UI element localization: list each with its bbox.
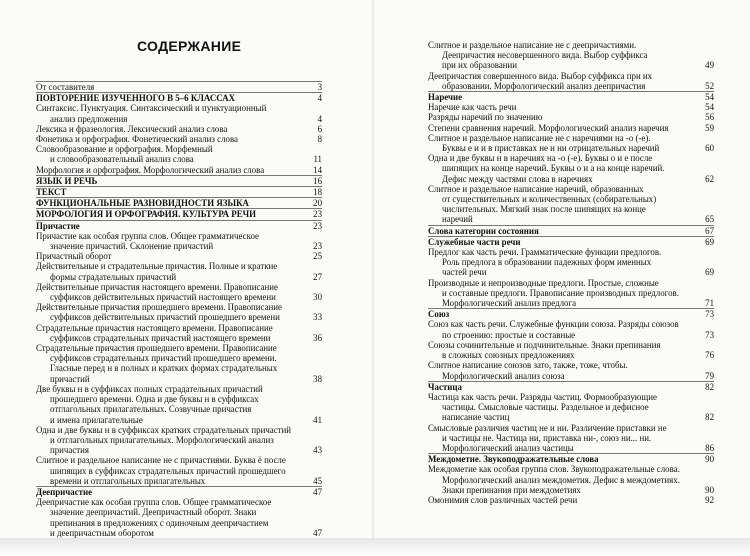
toc-page-number: 3 (317, 82, 322, 92)
toc-entry-text (36, 487, 308, 497)
toc-entry (36, 384, 322, 425)
toc-entry-text (36, 93, 308, 103)
toc-entry-line: Разряды наречий по значению (428, 112, 543, 123)
toc-entry-text (36, 425, 308, 456)
toc-entry (36, 208, 322, 219)
toc-page-number: 73 (705, 309, 714, 320)
toc-entry-line: суффиксов страдательных причастий настоящего времени (50, 332, 271, 343)
toc-entry-text (428, 454, 700, 464)
toc-entry (428, 225, 714, 236)
toc-right-column (428, 40, 714, 505)
page-shadow (0, 538, 750, 556)
toc-entry-line: Причастный оборот (36, 251, 112, 262)
toc-entry-text (428, 102, 700, 112)
toc-entry (428, 464, 714, 495)
toc-page-number: 18 (313, 187, 322, 198)
toc-entry (428, 102, 714, 112)
toc-entry-line: Одна и две буквы н в наречиях на -о (-е). Буквы о и е после (428, 153, 653, 164)
toc-entry (36, 455, 322, 486)
toc-entry-line: Причастие как особая группа слов. Общее грамматическое (36, 230, 259, 241)
toc-entry-text (428, 237, 700, 247)
toc-entry-line: причастий (50, 373, 90, 384)
toc-entry (428, 91, 714, 102)
toc-entry-line: ФУНКЦИОНАЛЬНЫЕ РАЗНОВИДНОСТИ ЯЗЫКА (36, 198, 249, 209)
toc-entry-line: Смысловые различия частиц не и ни. Различение приставки не (428, 422, 667, 433)
toc-page-number: 67 (705, 225, 714, 236)
toc-page-number: 23 (313, 209, 322, 220)
toc-entry (428, 453, 714, 464)
toc-entry-line: суффиксов действительных причастий настоящего времени (50, 292, 276, 303)
toc-page-number: 45 (313, 475, 322, 486)
toc-page-number: 49 (705, 60, 714, 71)
toc-entry (428, 133, 714, 153)
toc-entry-line: Слитное и раздельное написание не с причастиями. Буква ё после (36, 455, 286, 466)
toc-entry-text (428, 92, 700, 102)
toc-entry (36, 425, 322, 456)
toc-entry-text (428, 226, 700, 236)
toc-entry-line: при их образовании (442, 60, 518, 71)
toc-entry (36, 81, 322, 92)
toc-page-number: 60 (705, 143, 714, 154)
toc-entry-text (36, 282, 308, 302)
toc-entry (428, 40, 714, 71)
toc-entry-line: Гласные перед н в полных и кратких формах страдательных (50, 363, 278, 374)
toc-entry (428, 423, 714, 454)
toc-entry-line: по строению: простые и составные (442, 329, 576, 340)
toc-entry-line: формы страдательных причастий (50, 271, 177, 282)
toc-entry-text (428, 340, 700, 360)
toc-entry-text (428, 495, 700, 505)
toc-entry-line: шипящих на конце наречий. Буквы о и а на конце наречий. (442, 163, 665, 174)
toc-page-number: 38 (313, 373, 322, 384)
toc-entry-line: от существительных и количественных (собирательных) (442, 194, 657, 205)
toc-entry (36, 103, 322, 123)
page-title: СОДЕРЖАНИЕ (137, 38, 242, 54)
toc-entry-line: Междометие. Звукоподражательные слова (428, 454, 599, 465)
toc-page-number: 4 (317, 113, 322, 124)
toc-entry-line: Деепричастия совершенного вида. Выбор суффикса при их (428, 70, 653, 81)
toc-entry-text (36, 187, 308, 197)
toc-entry (428, 340, 714, 360)
toc-entry (36, 231, 322, 251)
toc-page-number: 8 (317, 134, 322, 145)
toc-entry-text (36, 144, 308, 164)
toc-entry-text (428, 278, 700, 309)
toc-entry-text (36, 165, 308, 175)
toc-entry-line: частей речи (442, 267, 487, 278)
toc-entry (36, 282, 322, 302)
toc-entry (36, 497, 322, 538)
toc-entry-text (428, 382, 700, 392)
toc-entry-line: Союз (428, 309, 450, 320)
toc-entry-text (36, 198, 308, 208)
toc-page-number: 73 (705, 329, 714, 340)
toc-entry-text (428, 309, 700, 319)
toc-entry (428, 236, 714, 247)
toc-entry-line: и имена прилагательные (50, 414, 143, 425)
left-page (0, 0, 375, 538)
toc-entry-text (36, 384, 308, 425)
toc-page-number: 11 (313, 154, 322, 165)
toc-entry-line: Морфологический анализ предлога (442, 298, 577, 309)
toc-page-number: 90 (705, 484, 714, 495)
toc-entry-line: и деепричастным оборотом (50, 527, 154, 538)
toc-entry-text (36, 209, 308, 219)
toc-entry-line: анализ предложения (50, 113, 128, 124)
toc-entry-line: Морфологический анализ междометия. Дефис в междометиях. (442, 474, 680, 485)
toc-entry-line: и частицы не. Частица ни, приставка ни-, союз ни... ни. (442, 432, 652, 443)
toc-entry-line: ПОВТОРЕНИЕ ИЗУЧЕННОГО В 5–6 КЛАССАХ (36, 93, 236, 104)
toc-entry-line: Морфологический анализ частицы (442, 442, 574, 453)
toc-entry-line: числительных. Мягкий знак после шипящих на конце (442, 204, 646, 215)
toc-page-number: 56 (705, 112, 714, 123)
toc-entry (428, 184, 714, 225)
toc-page-number: 82 (705, 412, 714, 423)
toc-entry-text (36, 176, 308, 186)
toc-entry (36, 92, 322, 103)
toc-page-number: 92 (705, 494, 714, 505)
toc-entry-line: Слитное написание союзов зато, также, тоже, чтобы. (428, 360, 628, 371)
toc-entry-text (428, 184, 700, 225)
toc-entry-line: образовании. Морфологический анализ деепричастия (442, 80, 646, 91)
toc-entry-line: Частица как часть речи. Разряды частиц. Формообразующие (428, 391, 657, 402)
toc-page-number: 52 (705, 80, 714, 91)
toc-entry-line: Страдательные причастия прошедшего времени. Правописание (36, 343, 277, 354)
toc-entry-line: Предлог как часть речи. Грамматические функции предлогов. (428, 247, 662, 258)
toc-page-number: 54 (705, 102, 714, 113)
toc-entry-line: ТЕКСТ (36, 187, 67, 198)
toc-page-number: 71 (705, 298, 714, 309)
toc-entry-line: частицы. Смысловые частицы. Раздельное и дефисное (442, 402, 649, 413)
toc-entry-line: и составные предлоги. Правописание производных предлогов. (442, 287, 679, 298)
toc-page-number: 76 (705, 350, 714, 361)
toc-entry-text (428, 40, 700, 71)
toc-entry-text (36, 124, 308, 134)
toc-entry-line: написание частиц (442, 412, 510, 423)
toc-page-number: 69 (705, 267, 714, 278)
toc-entry-line: препинания в предложениях с одиночным деепричастием (50, 517, 269, 528)
toc-entry-line: времени и отглагольных прилагательных (50, 475, 206, 486)
toc-entry (428, 278, 714, 309)
toc-entry-line: Знаки препинания при междометиях (442, 484, 581, 495)
toc-page-number: 47 (313, 486, 322, 497)
toc-entry-text (428, 153, 700, 184)
toc-entry-line: Омонимия слов различных частей речи (428, 494, 578, 505)
right-page (375, 0, 750, 538)
toc-page-number: 23 (313, 220, 322, 231)
toc-entry-line: Действительные причастия настоящего времени. Правописание (36, 281, 278, 292)
toc-entry-line: Буквы е и и в приставках не и ни отрицательных наречий (442, 143, 660, 154)
toc-entry-line: Деепричастие (36, 486, 93, 497)
toc-entry-line: Лексика и фразеология. Лексический анализ слова (36, 123, 228, 134)
toc-page-number: 65 (705, 214, 714, 225)
toc-entry-text (428, 71, 700, 91)
toc-page-number: 41 (313, 414, 322, 425)
toc-entry (36, 302, 322, 322)
toc-page-number: 82 (705, 381, 714, 392)
toc-entry-line: причастия (50, 445, 89, 456)
toc-page-number: 36 (313, 332, 322, 343)
toc-entry-line: в сложных союзных предложениях (442, 350, 575, 361)
toc-entry-line: Две буквы н в суффиксах полных страдательных причастий (36, 383, 263, 394)
toc-entry (36, 175, 322, 186)
toc-entry-text (428, 133, 700, 153)
toc-entry-line: Одна и две буквы н в суффиксах кратких страдательных причастий (36, 424, 292, 435)
toc-entry (36, 251, 322, 261)
toc-entry-text (428, 123, 700, 133)
toc-entry-text (36, 82, 308, 92)
toc-entry-line: наречий (442, 214, 473, 225)
toc-entry-line: Союз как часть речи. Служебные функции союза. Разряды союзов (428, 319, 679, 330)
toc-entry (36, 144, 322, 164)
toc-entry (428, 153, 714, 184)
toc-entry (36, 486, 322, 497)
toc-entry (428, 495, 714, 505)
toc-entry-text (428, 464, 700, 495)
toc-entry-line: Словообразование и орфография. Морфемный (36, 144, 213, 155)
toc-entry-line: Служебные части речи (428, 236, 521, 247)
toc-page-number: 14 (313, 164, 322, 175)
toc-page-number: 6 (317, 123, 322, 134)
toc-page-number: 16 (313, 175, 322, 186)
toc-entry (36, 186, 322, 197)
toc-entry (428, 392, 714, 423)
toc-entry (428, 123, 714, 133)
toc-page-number: 27 (313, 271, 322, 282)
toc-entry-text (36, 323, 308, 343)
toc-entry-line: Деепричастия несовершенного вида. Выбор суффикса (442, 50, 648, 61)
toc-entry-line: Действительные причастия прошедшего времени. Правописание (36, 302, 282, 313)
toc-page-number: 79 (705, 370, 714, 381)
toc-entry-text (36, 261, 308, 281)
toc-entry (36, 220, 322, 231)
toc-entry-line: Слова категории состояния (428, 225, 539, 236)
toc-entry-line: шипящих в суффиксах страдательных причастий прошедшего (50, 465, 286, 476)
toc-entry (36, 323, 322, 343)
toc-entry (428, 112, 714, 122)
toc-entry-text (36, 221, 308, 231)
toc-entry-line: Частица (428, 381, 462, 392)
toc-entry (428, 319, 714, 339)
toc-entry-line: Наречие (428, 92, 463, 103)
toc-entry-text (36, 302, 308, 322)
toc-entry-text (36, 497, 308, 538)
toc-entry-line: Роль предлога в образовании падежных форм именных (442, 257, 652, 268)
toc-entry-text (36, 343, 308, 384)
toc-entry (428, 247, 714, 278)
toc-entry (36, 165, 322, 175)
toc-page-number: 47 (313, 527, 322, 538)
toc-page-number: 62 (705, 173, 714, 184)
toc-entry (36, 197, 322, 208)
toc-entry-text (428, 360, 700, 380)
toc-entry-text (36, 455, 308, 486)
toc-page-number: 4 (317, 93, 322, 104)
toc-entry (428, 71, 714, 91)
toc-entry-text (428, 247, 700, 278)
toc-entry-line: Междометие как особая группа слов. Звукоподражательные слова. (428, 464, 680, 475)
toc-entry (428, 308, 714, 319)
toc-entry-text (36, 103, 308, 123)
toc-entry (36, 261, 322, 281)
toc-entry-text (428, 319, 700, 339)
toc-entry-line: и словообразовательный анализ слова (50, 154, 194, 165)
toc-entry-line: значение причастий. Склонение причастий (50, 241, 214, 252)
toc-entry-line: суффиксов страдательных причастий прошедшего времени. (50, 353, 277, 364)
toc-page-number: 33 (313, 312, 322, 323)
toc-page-number: 54 (705, 92, 714, 103)
toc-page-number: 69 (705, 236, 714, 247)
toc-entry-line: МОРФОЛОГИЯ И ОРФОГРАФИЯ. КУЛЬТУРА РЕЧИ (36, 209, 257, 220)
toc-entry-line: Дефис между частями слова в наречиях (442, 173, 593, 184)
toc-entry-text (428, 112, 700, 122)
toc-entry-line: Морфология и орфография. Морфологический анализ слова (36, 164, 265, 175)
toc-entry-line: Морфологический анализ союза (442, 370, 565, 381)
toc-entry-line: Фонетика и орфография. Фонетический анализ слова (36, 134, 238, 145)
toc-entry (36, 124, 322, 134)
toc-entry-text (428, 423, 700, 454)
toc-page-number: 23 (313, 241, 322, 252)
toc-entry-line: значение деепричастий. Деепричастный оборот. Знаки (50, 507, 257, 518)
toc-left-column (36, 81, 322, 538)
toc-entry-line: Слитное и раздельное написание не с наречиями на -о (-е). (428, 132, 651, 143)
toc-entry-line: Наречие как часть речи (428, 102, 517, 113)
toc-entry-text (36, 251, 308, 261)
toc-entry-text (428, 392, 700, 423)
toc-page-number: 20 (313, 198, 322, 209)
toc-entry-line: ЯЗЫК И РЕЧЬ (36, 175, 98, 186)
toc-entry-text (36, 231, 308, 251)
toc-page-number: 43 (313, 445, 322, 456)
toc-page-number: 30 (313, 292, 322, 303)
toc-entry-line: и отглагольных прилагательных. Морфологический анализ (50, 434, 274, 445)
toc-page-number: 90 (705, 454, 714, 465)
toc-entry-line: суффиксов действительных причастий прошедшего времени (50, 312, 280, 323)
toc-entry-line: Деепричастие как особая группа слов. Общее грамматическое (36, 497, 272, 508)
toc-entry-line: Слитное и раздельное написание не с деепричастиями. (428, 40, 637, 50)
toc-entry-line: Причастие (36, 220, 80, 231)
toc-entry-line: прошедшего времени. Одна и две буквы н в суффиксах (50, 394, 259, 405)
toc-entry-line: Союзы сочинительные и подчинительные. Знаки препинания (428, 339, 661, 350)
toc-entry-text (36, 134, 308, 144)
toc-page-number: 59 (705, 122, 714, 133)
toc-page-number: 86 (705, 442, 714, 453)
toc-entry-line: Синтаксис. Пунктуация. Синтаксический и пунктуационный (36, 103, 267, 114)
toc-entry (428, 360, 714, 380)
toc-entry-line: Страдательные причастия настоящего времени. Правописание (36, 322, 273, 333)
toc-entry-line: Слитное и раздельное написание наречий, образованных (428, 183, 644, 194)
toc-entry-line: Степени сравнения наречий. Морфологический анализ наречия (428, 122, 669, 133)
toc-entry-line: Действительные и страдательные причастия. Полные и краткие (36, 261, 278, 272)
toc-entry (428, 381, 714, 392)
toc-entry-line: Производные и непроизводные предлоги. Простые, сложные (428, 277, 659, 288)
toc-page-number: 25 (313, 251, 322, 262)
toc-entry (36, 343, 322, 384)
toc-entry-line: От составителя (36, 82, 95, 92)
toc-entry-line: отглагольных прилагательных. Созвучные причастия (50, 404, 252, 415)
toc-entry (36, 134, 322, 144)
